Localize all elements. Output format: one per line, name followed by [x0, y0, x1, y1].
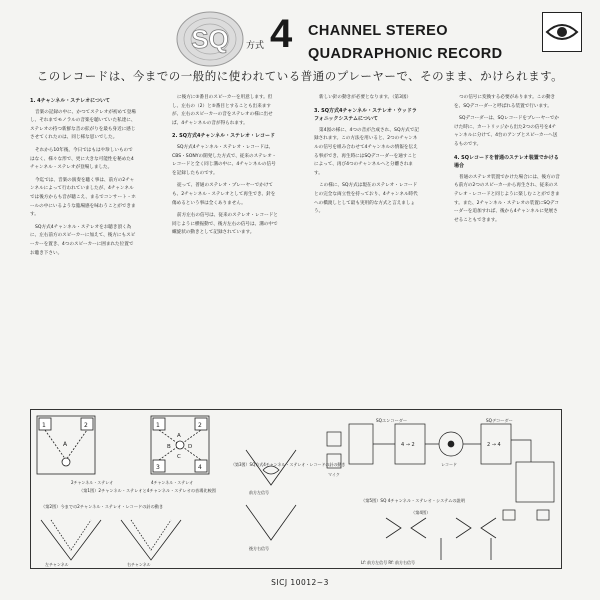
subtitle: このレコードは、今までの一般的に使われている普通のプレーヤーで、そのまま、かけられます。 [36, 69, 564, 83]
label-d: D [188, 444, 193, 450]
title-line1: CHANNEL STEREO [308, 23, 448, 39]
label-1: 1 [42, 422, 46, 429]
fig1-caption: （第1図）2チャンネル・ステレオと4チャンネル・ステレオの音場比較図 [79, 488, 216, 493]
paragraph: つの信号に変換する必要があります。この動きを、SQデコーダーと呼ばれる装置で行います。 [454, 95, 556, 109]
section-heading: 4. SQレコードを普通のステレオ装置でかける場合 [454, 154, 559, 170]
houshiki-label: 方式 [246, 41, 265, 51]
cbs-eye-logo [542, 12, 582, 52]
fig3-caption: （第3図）SQ方式4チャンネル・ステレオ・レコードの針の動き [231, 462, 346, 467]
catalog-number: SICJ 10012~3 [271, 578, 329, 587]
encoder-label: SQエンコーダー [376, 418, 408, 423]
label-b: B [167, 444, 171, 450]
paragraph: SQ方式4チャンネル・ステレオをお聴き頂く為に、左右前方のスピーカーに加えて、後方にもスピーカーを置き、4つのスピーカーに囲まれた位置でお聴き下さい。 [30, 224, 136, 256]
diagram-svg [31, 410, 561, 568]
matrix-2to4: 2 → 4 [487, 442, 501, 448]
section-heading: 3. SQ方式4チャンネル・ステレオ・ウッドラフォニックシステムについて [314, 107, 417, 123]
mic-label: マイク [328, 472, 340, 477]
paragraph: この様に、SQ方式は現在のステレオ・レコードとの完全な両立性を持っており、4チャンネル時代への橋渡しとして最も実用的な方式と言えましょう。 [314, 183, 418, 215]
paragraph: に後方に⑤番目のスピーカーを用意します。但し、左右の（2）と⑤番目とすることも出来ますが、左右のスピーカーの音をステレオの様に出せば、4チャンネルの音が得られます。 [172, 95, 273, 126]
label-a-4ch: A [177, 433, 181, 439]
fig1-right-sub: 4チャンネル・ステレオ [151, 480, 194, 485]
paragraph: 普通のステレオ装置でかけた場合には、後方の音も前方の2つのスピーカーから再生され、従来のステレオ・レコードと同じように楽しむことができます。また、2チャンネル・ステレオの装置にSQデコーダーを追加すれば、後から4チャンネルに発展させることもできます。 [454, 174, 560, 223]
channel-number: 4 [270, 12, 293, 56]
paragraph: 新しい針の動きが必要となります。（第3図） [319, 95, 412, 100]
text-column-1 [30, 94, 136, 394]
label-4: 4 [198, 464, 202, 471]
text-column-3 [314, 94, 420, 394]
fig3-front: 前方左信号 [249, 490, 269, 495]
section-heading: 2. SQ方式4チャンネル・ステレオ・レコード [172, 133, 275, 140]
paragraph: SQデコーダーは、SQレコードをプレーヤーでかけた時に、カートリッジから出た2つの信号を4チャンネルに分けて、4台のアンプとスピーカーへ送るものです。 [454, 116, 559, 147]
paragraph: それから10年後、今日ではもはや珍しいものではなく、様々な形で、更に大きな可能性を秘めた4チャンネル・ステレオが登場しました。 [30, 147, 134, 171]
paragraph: 第4図の様に、4つの音が合成され、SQ方式で記録されます。この方法を用いると、2つのチャンネルの信号を組み合わせて4チャンネルの情報を伝える事ができ、再生時にはSQデコーダーを通すことによって、再び4つのチャンネルへと分離されます。 [314, 127, 419, 176]
text-column-2 [172, 94, 278, 394]
fig5-system [327, 424, 554, 520]
fig1-left-sub: 2チャンネル・ステレオ [71, 480, 114, 485]
paragraph: 音楽の記録の中に、かつてステレオが初めて登場し、それまでモノラルの音楽を聴いていた私達に、ステレオの持つ新鮮な音の拡がりを最も身近に感じさせてくれたのは、同じ様な思いでした。 [30, 109, 136, 141]
fig2-right-label: 右チャンネル [127, 562, 151, 567]
paragraph: 今迄では、音楽の演奏を聴く事は、前方の2チャンネルによって行われていましたが、4チャンネルでは後方からも音が聴こえ、まるでコンサート・ホールの中にいるような臨場感を味わうことができます。 [30, 177, 136, 218]
fig-note: Lf: 前方左信号 Rf: 前方右信号 [361, 560, 416, 565]
fig2-left-label: 左チャンネル [45, 562, 69, 567]
text-column-4 [454, 94, 560, 394]
section-heading: 1. 4チャンネル・ステレオについて [30, 98, 110, 104]
fig4-caption: （第4図） [411, 510, 431, 515]
paragraph: SQ方式4チャンネル・ステレオ・レコードは、CBS・SONYの開発した方式で、従来のステレオ・レコードと全く同じ溝の中に、4チャンネルの信号を記録したものです。 [172, 144, 277, 176]
fig2-caption: （第2図）今までの2チャンネル・ステレオ・レコードの針の動き [41, 504, 164, 509]
title-line2: QUADRAPHONIC RECORD [308, 46, 503, 62]
label-2: 2 [84, 422, 88, 429]
record-label: レコード [441, 462, 457, 467]
diagram-panel [30, 409, 562, 569]
fig4-motions [386, 518, 496, 560]
label-3: 3 [156, 464, 160, 471]
label-c: C [177, 454, 181, 460]
decoder-label: SQデコーダー [486, 418, 513, 423]
label-2b: 2 [198, 422, 202, 429]
label-1b: 1 [156, 422, 160, 429]
matrix-4to2: 4 → 2 [401, 442, 415, 448]
sq-logo-text: SQ [191, 24, 229, 54]
fig3-rear: 後方右信号 [249, 546, 269, 551]
paragraph: 従って、普通のステレオ・プレーヤーでかけても、2チャンネル・ステレオとして再生でき、針を傷めるという事は全くありません。 [172, 183, 276, 206]
fig5-caption: （第5図）SQ 4チャンネル・ステレオ・システムの説明 [361, 498, 465, 503]
label-a: A [63, 441, 68, 448]
sq-logo [176, 10, 244, 68]
fig2-groove [41, 520, 181, 560]
paragraph: 前方左右の信号は、従来のステレオ・レコードと同じように横振動で、後方左右の信号は、溝の中で螺旋状の動きとして記録されています。 [172, 213, 278, 236]
